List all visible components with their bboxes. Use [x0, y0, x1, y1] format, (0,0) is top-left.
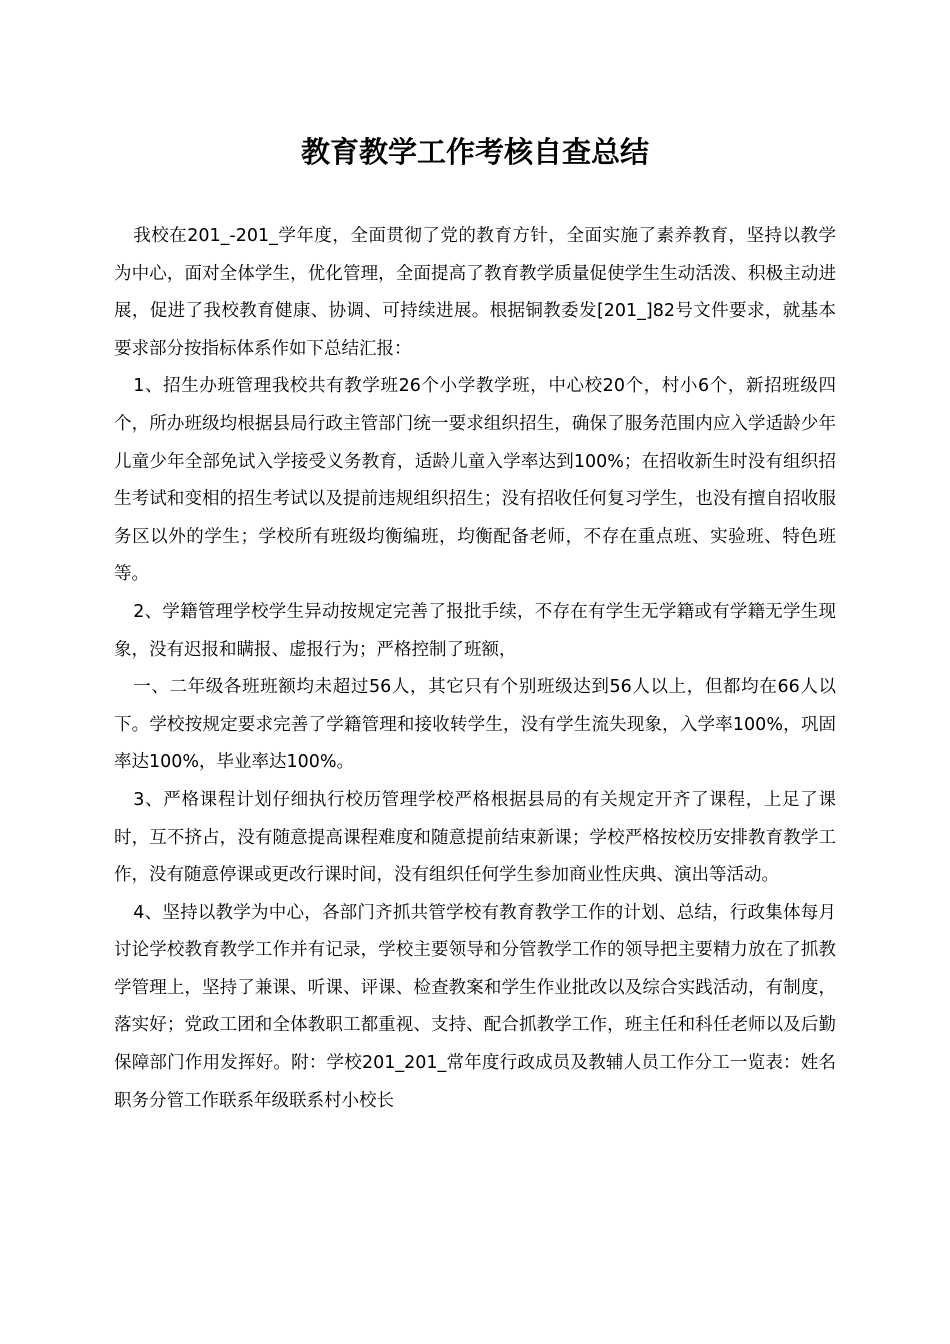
paragraph-student-records: 2、学籍管理学校学生异动按规定完善了报批手续，不存在有学生无学籍或有学籍无学生现象，没有迟报和瞒报、虚报行为；严格控制了班额，: [114, 601, 836, 660]
paragraph-teaching-center: 4、坚持以教学为中心，各部门齐抓共管学校有教育教学工作的计划、总结，行政集体每月讨论学校教育教学工作并有记录，学校主要领导和分管教学工作的领导把主要精力放在了抓教学管理上，坚持了兼课、听课、评课、检查教案和学生作业批改以及综合实践活动，有制度，落实好；党政工团和全体教职工都重视、支持、配合抓教学工作，班主任和科任老师以及后勤保障部门作用发挥好。附：学校201_201_常年度行政成员及教辅人员工作分工一览表：姓名职务分管工作联系年级联系村小校长: [114, 902, 836, 1111]
document-title: 教育教学工作考核自查总结: [300, 135, 649, 169]
paragraph-class-size: 一、二年级各班班额均未超过56人，其它只有个别班级达到56人以上，但都均在66人以下。学校按规定要求完善了学籍管理和接收转学生，没有学生流失现象，入学率100%，巩固率达100%，毕业率达100%。: [114, 677, 836, 773]
paragraph-enrollment: 1、招生办班管理我校共有教学班26个小学教学班，中心校20个，村小6个，新招班级四个，所办班级均根据县局行政主管部门统一要求组织招生，确保了服务范围内应入学适龄少年儿童少年全部免试入学接受义务教育，适龄儿童入学率达到100%；在招收新生时没有组织招生考试和变相的招生考试以及提前违规组织招生；没有招收任何复习学生，也没有擅自招收服务区以外的学生；学校所有班级均衡编班，均衡配备老师，不存在重点班、实验班、特色班等。: [114, 376, 836, 585]
paragraph-curriculum: 3、严格课程计划仔细执行校历管理学校严格根据县局的有关规定开齐了课程，上足了课时，互不挤占，没有随意提高课程难度和随意提前结束新课；学校严格按校历安排教育教学工作，没有随意停课或更改行课时间，没有组织任何学生参加商业性庆典、演出等活动。: [114, 789, 836, 886]
paragraph-intro: 我校在201_-201_学年度，全面贯彻了党的教育方针，全面实施了素养教育，坚持以教学为中心，面对全体学生，优化管理，全面提高了教育教学质量促使学生生动活泼、积极主动进展，促进了我校教育健康、协调、可持续进展。根据铜教委发[201_]82号文件要求，就基本要求部分按指标体系作如下总结汇报：: [114, 226, 836, 359]
document-body: [114, 218, 836, 1120]
